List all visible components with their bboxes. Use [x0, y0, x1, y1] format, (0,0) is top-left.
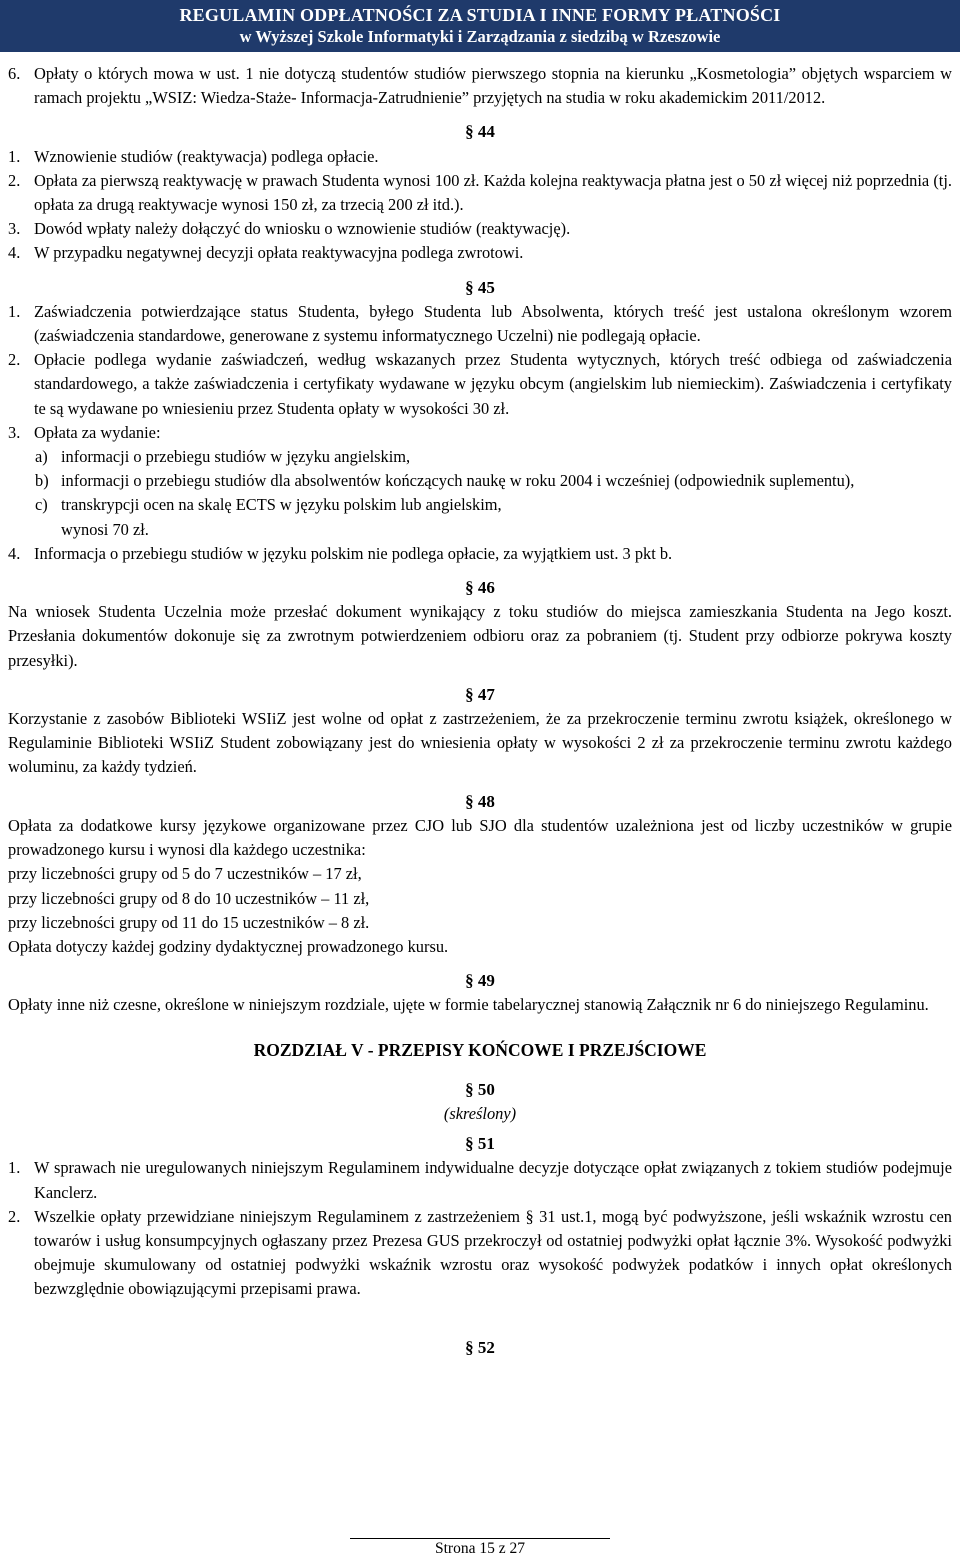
section-symbol: § — [465, 1079, 474, 1099]
section-text: Korzystanie z zasobów Biblioteki WSIiZ jest wolne od opłat z zastrzeżeniem, że za przekroczenie terminu zwrotu książek, określonego w Regulaminie Biblioteki WSIiZ Student zobowiązany jest do wniesienia opłaty w wysokości 2 zł za przekroczenie terminu zwrotu każdego woluminu, za każdy tydzień. — [8, 709, 952, 777]
item-number: 6. — [8, 64, 21, 83]
list-item — [8, 421, 952, 445]
paragraph-6 — [8, 62, 952, 110]
list-item — [8, 348, 952, 421]
section-heading-44 — [8, 120, 952, 144]
section-heading-50 — [8, 1078, 952, 1102]
section-text: Opłaty inne niż czesne, określone w niniejszym rozdziale, ujęte w formie tabelarycznej stanowią Załącznik nr 6 do niniejszego Regulaminu. — [8, 995, 929, 1015]
item-number: 2. — [8, 1206, 21, 1226]
section-number: 52 — [477, 1337, 495, 1357]
sub-item-text: transkrypcji ocen na skalę ECTS w języku polskim lub angielskim, — [61, 495, 502, 515]
section-number: 44 — [477, 122, 495, 142]
price-line: przy liczebności grupy od 11 do 15 uczestników – 8 zł. — [8, 912, 370, 932]
section-heading-48 — [8, 790, 952, 814]
section-heading-46 — [8, 576, 952, 600]
item-number: 4. — [8, 243, 21, 263]
sub-item — [8, 493, 952, 517]
section-number: 45 — [477, 277, 495, 297]
item-text: Opłaty o których mowa w ust. 1 nie dotyczą studentów studiów pierwszego stopnia na kierunku „Kosmetologia” objętych wsparciem w ramach projektu „WSIZ: Wiedza-Staże- Informacja-Zatrudnienie” przyjętych na studia w roku akademickim 2011/2012. — [34, 64, 952, 108]
item-text: Zaświadczenia potwierdzające status Studenta, byłego Studenta lub Absolwenta, których treść jest ustalona określonym wzorem (zaświadczenia standardowe, generowane z systemu informatycznego Uczelni) nie podlegają opłacie. — [34, 301, 952, 346]
section-number: 46 — [477, 578, 495, 598]
item-number: 3. — [8, 219, 21, 239]
section-closing: Opłata dotyczy każdej godziny dydaktycznej prowadzonego kursu. — [8, 936, 449, 956]
amount-line: wynosi 70 zł. — [61, 519, 149, 539]
section-symbol: § — [465, 578, 474, 598]
item-text: Opłata za pierwszą reaktywację w prawach Studenta wynosi 100 zł. Każda kolejna reaktywacja płatna jest o 50 zł więcej niż poprzednia (tj. opłata za drugą reaktywacje wynosi 150 zł, za trzecią 200 zł itd.). — [34, 170, 952, 215]
page-footer: Strona 15 z 27 — [350, 1538, 610, 1558]
sub-item-text: informacji o przebiegu studiów dla absolwentów kończących naukę w roku 2004 i wcześniej (odpowiednik suplementu), — [61, 471, 855, 491]
price-line: przy liczebności grupy od 8 do 10 uczestników – 11 zł, — [8, 888, 370, 908]
list-item — [8, 300, 952, 348]
section-number: 50 — [477, 1079, 495, 1099]
item-number: 1. — [8, 146, 21, 166]
list-item — [8, 1156, 952, 1204]
section-number: 51 — [477, 1134, 495, 1154]
item-text: Informacja o przebiegu studiów w języku polskim nie podlega opłacie, za wyjątkiem ust. 3 pkt b. — [34, 543, 673, 563]
item-text: Opłacie podlega wydanie zaświadczeń, według wskazanych przez Studenta wytycznych, których treść odbiega od zaświadczenia standardowego, a także zaświadczenia i certyfikaty wydawane w języku obcym (angielskim lub niemieckim). Zaświadczenia i certyfikaty te są wydawane po wniesieniu przez Studenta opłaty w wysokości 30 zł. — [34, 350, 952, 418]
section-heading-51 — [8, 1132, 952, 1156]
section-number: 48 — [477, 791, 495, 811]
section-symbol: § — [465, 1337, 474, 1357]
section-text: Opłata za dodatkowe kursy językowe organizowane przez CJO lub SJO dla studentów uzależniona jest od liczby uczestników w grupie prowadzonego kursu i wynosi dla każdego uczestnika: — [8, 815, 952, 860]
section-heading-47 — [8, 683, 952, 707]
item-number: 4. — [8, 543, 21, 563]
sub-item-letter: b) — [35, 471, 49, 491]
section-symbol: § — [465, 122, 474, 142]
list-item — [8, 542, 952, 566]
section-heading-52 — [8, 1336, 952, 1360]
section-crossed-out: (skreślony) — [443, 1103, 517, 1123]
document-body — [8, 62, 952, 1360]
item-number: 2. — [8, 350, 21, 370]
item-text: Wznowienie studiów (reaktywacja) podlega opłacie. — [34, 146, 379, 166]
list-item — [8, 217, 952, 241]
sub-item-letter: c) — [35, 495, 48, 515]
item-number: 1. — [8, 1158, 21, 1178]
list-item — [8, 1205, 952, 1302]
section-number: 47 — [477, 684, 495, 704]
page-header — [0, 0, 960, 52]
item-number: 3. — [8, 422, 21, 442]
sub-item — [8, 469, 952, 493]
section-symbol: § — [465, 971, 474, 991]
sub-item-letter: a) — [35, 447, 48, 467]
section-symbol: § — [465, 1134, 474, 1154]
list-item — [8, 145, 952, 169]
header-title: REGULAMIN ODPŁATNOŚCI ZA STUDIA I INNE FORMY PŁATNOŚCI — [179, 5, 781, 25]
section-number: 49 — [477, 971, 495, 991]
item-text: Opłata za wydanie: — [34, 422, 161, 442]
price-line: przy liczebności grupy od 5 do 7 uczestników – 17 zł, — [8, 864, 362, 884]
list-item — [8, 169, 952, 217]
item-text: Wszelkie opłaty przewidziane niniejszym Regulaminem z zastrzeżeniem § 31 ust.1, mogą być podwyższone, jeśli wskaźnik wzrostu cen towarów i usług konsumpcyjnych ogłaszany przez Prezesa GUS przekroczył od ostatniej podwyżki opłat łącznie 3%. Wysokość podwyżki obejmuje skumulowany od ostatniej podwyżki wskaźnik wzrostu oraz wysokość podwyżek podatków i innych opłat określonych bezwzględnie obowiązującymi przepisami prawa. — [34, 1206, 952, 1299]
item-text: W przypadku negatywnej decyzji opłata reaktywacyjna podlega zwrotowi. — [34, 243, 524, 263]
item-number: 1. — [8, 301, 21, 321]
item-number: 2. — [8, 170, 21, 190]
section-symbol: § — [465, 684, 474, 704]
section-heading-45 — [8, 276, 952, 300]
section-symbol: § — [465, 791, 474, 811]
section-heading-49 — [8, 969, 952, 993]
list-item — [8, 241, 952, 265]
sub-item — [8, 445, 952, 469]
sub-item-text: informacji o przebiegu studiów w języku angielskim, — [61, 447, 411, 467]
item-text: Dowód wpłaty należy dołączyć do wniosku o wznowienie studiów (reaktywację). — [34, 219, 571, 239]
chapter-title: ROZDZIAŁ V - PRZEPISY KOŃCOWE I PRZEJŚCIOWE — [253, 1039, 707, 1060]
section-text: Na wniosek Studenta Uczelnia może przesłać dokument wynikający z toku studiów do miejsca zamieszkania Studenta na Jego koszt. Przesłania dokumentów dokonuje się za zwrotnym potwierdzeniem odbioru oraz za pobraniem (tj. Student przy odbiorze pokrywa koszty przesyłki). — [8, 602, 952, 670]
section-symbol: § — [465, 277, 474, 297]
header-subtitle: w Wyższej Szkole Informatyki i Zarządzania z siedzibą w Rzeszowie — [239, 27, 721, 46]
item-text: W sprawach nie uregulowanych niniejszym Regulaminem indywidualne decyzje dotyczące opłat związanych z tokiem studiów podejmuje Kanclerz. — [34, 1158, 952, 1202]
